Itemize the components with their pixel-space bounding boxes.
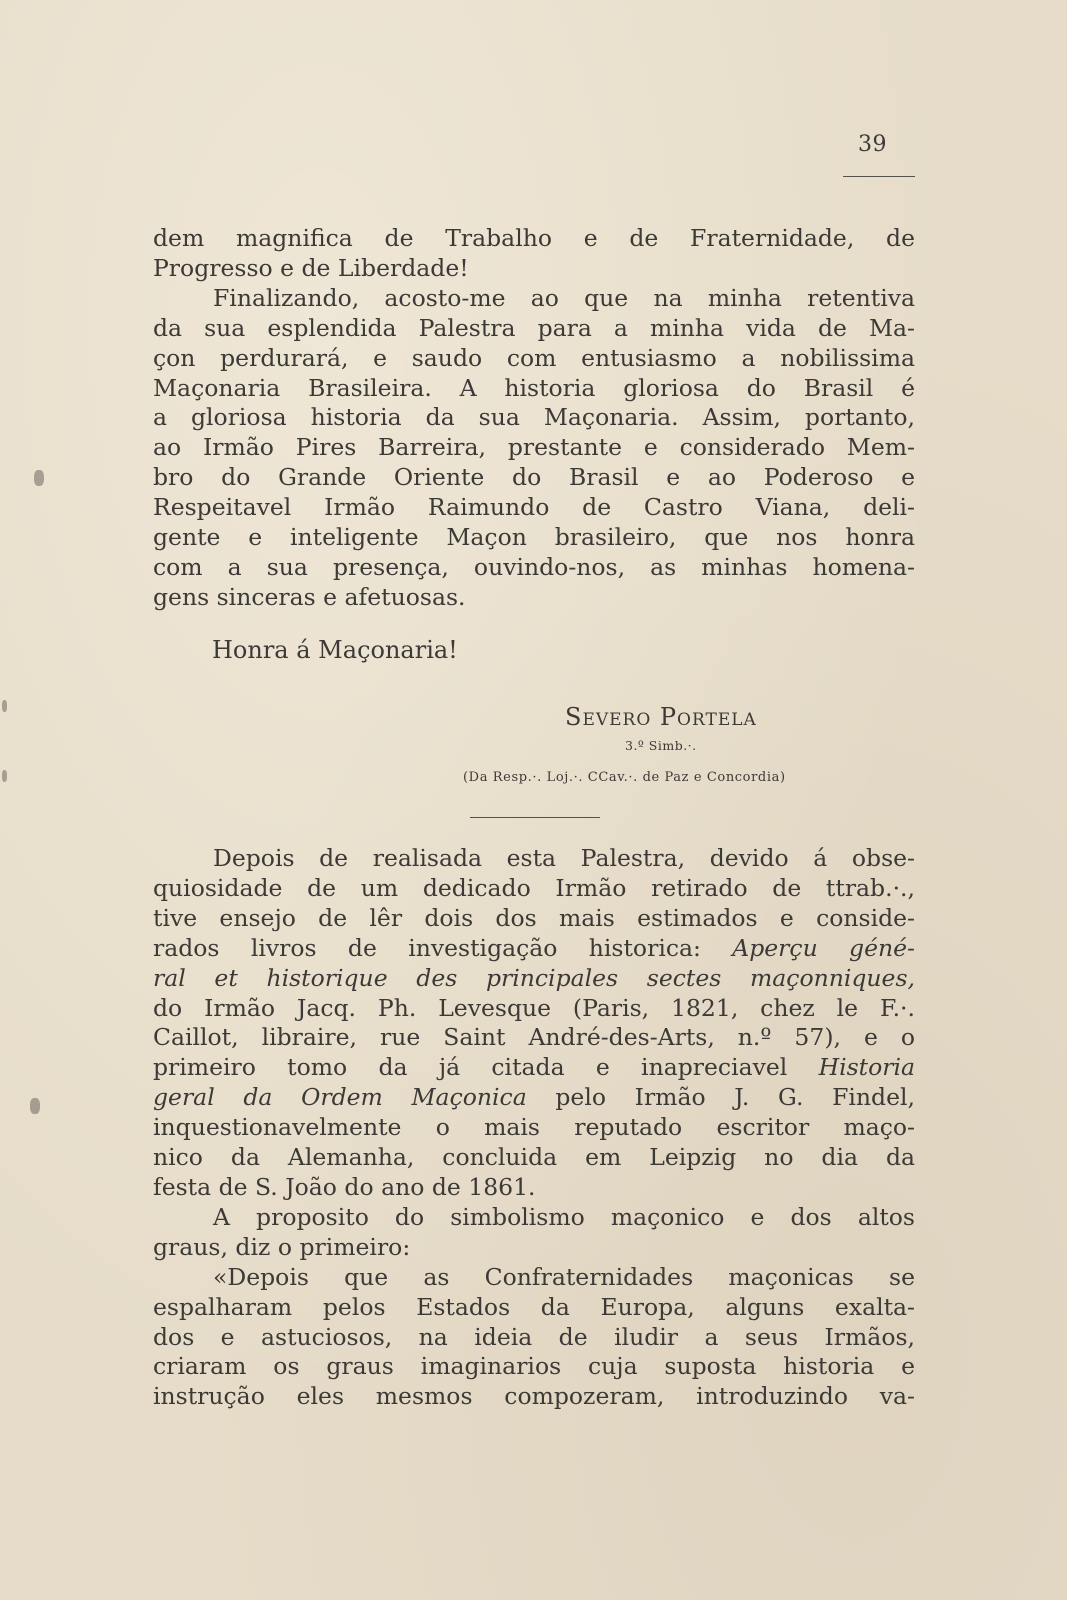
text-line: criaram os graus imaginarios cuja suposta historia e <box>153 1352 915 1381</box>
text-line: ao Irmão Pires Barreira, prestante e considerado Mem- <box>153 433 915 462</box>
text-line: dem magnifica de Trabalho e de Fraternidade, de <box>153 224 915 252</box>
text-line: com a sua presença, ouvindo-nos, as minhas homena- <box>153 552 915 581</box>
text-line: Caillot, libraire, rue Saint André-des-Arts, n.º 57), e o <box>153 1023 915 1052</box>
text-line <box>153 1083 915 1113</box>
text-line: gens sinceras e afetuosas. <box>153 582 466 611</box>
text-line: a gloriosa historia da sua Maçonaria. Assim, portanto, <box>153 403 915 432</box>
text-line <box>153 934 915 964</box>
text-line: Depois de realisada esta Palestra, devido á obse- <box>213 844 915 872</box>
text-line: espalharam pelos Estados da Europa, alguns exalta- <box>153 1292 915 1321</box>
text-line: do Irmão Jacq. Ph. Levesque (Paris, 1821, chez le F.·. <box>153 993 915 1022</box>
text-line: bro do Grande Oriente do Brasil e ao Poderoso e <box>153 463 915 492</box>
signature-lodge: (Da Resp.·. Loj.·. CCav.·. de Paz e Concordia) <box>463 770 786 785</box>
top-paragraphs <box>153 224 915 613</box>
text-line: graus, diz o primeiro: <box>153 1232 411 1261</box>
text-line: Respeitavel Irmão Raimundo de Castro Viana, deli- <box>153 493 915 522</box>
text-line: nico da Alemanha, concluida em Leipzig no dia da <box>153 1143 915 1172</box>
page-number-rule <box>843 176 915 177</box>
margin-blemish <box>30 1098 40 1114</box>
margin-blemish <box>2 700 7 712</box>
bottom-paragraphs <box>153 844 915 1412</box>
text-line: A proposito do simbolismo maçonico e dos altos <box>213 1202 915 1231</box>
text-run: rados livros de investigação historica: <box>153 933 733 962</box>
text-line: Progresso e de Liberdade! <box>153 253 469 282</box>
book-title-italic: geral da Ordem Maçonica <box>153 1083 527 1112</box>
text-run: primeiro tomo da já citada e inapreciavel <box>153 1053 819 1082</box>
book-title-italic: Historia <box>818 1053 915 1082</box>
book-title-italic: ral et historique des principales sectes maçonniques, <box>153 963 915 992</box>
text-line: tive ensejo de lêr dois dos mais estimados e conside- <box>153 903 915 932</box>
section-separator <box>470 817 600 818</box>
closing-salutation: Honra á Maçonaria! <box>212 636 458 664</box>
signature-degree: 3.º Simb.·. <box>625 738 697 753</box>
text-line: inquestionavelmente o mais reputado escritor maço- <box>153 1113 915 1142</box>
text-line <box>153 1053 915 1083</box>
text-line: gente e inteligente Maçon brasileiro, que nos honra <box>153 523 915 552</box>
text-line: da sua esplendida Palestra para a minha vida de Ma- <box>153 313 915 342</box>
margin-blemish <box>34 470 44 486</box>
signature-name: Severo Portela <box>565 703 757 731</box>
text-line: «Depois que as Confraternidades maçonicas se <box>213 1262 915 1291</box>
page-number: 39 <box>858 132 887 157</box>
text-line: Finalizando, acosto-me ao que na minha retentiva <box>213 283 915 312</box>
text-line: festa de S. João do ano de 1861. <box>153 1172 536 1201</box>
text-line: instrução eles mesmos compozeram, introduzindo va- <box>153 1382 915 1411</box>
text-line: dos e astuciosos, na ideia de iludir a seus Irmãos, <box>153 1322 915 1351</box>
margin-blemish <box>2 770 7 782</box>
text-line: quiosidade de um dedicado Irmão retirado de ttrab.·., <box>153 873 915 902</box>
book-title-italic: Aperçu géné- <box>732 933 915 962</box>
text-line: Maçonaria Brasileira. A historia gloriosa do Brasil é <box>153 373 915 402</box>
text-run: pelo Irmão J. G. Findel, <box>526 1083 915 1112</box>
text-line: çon perdurará, e saudo com entusiasmo a nobilissima <box>153 343 915 372</box>
